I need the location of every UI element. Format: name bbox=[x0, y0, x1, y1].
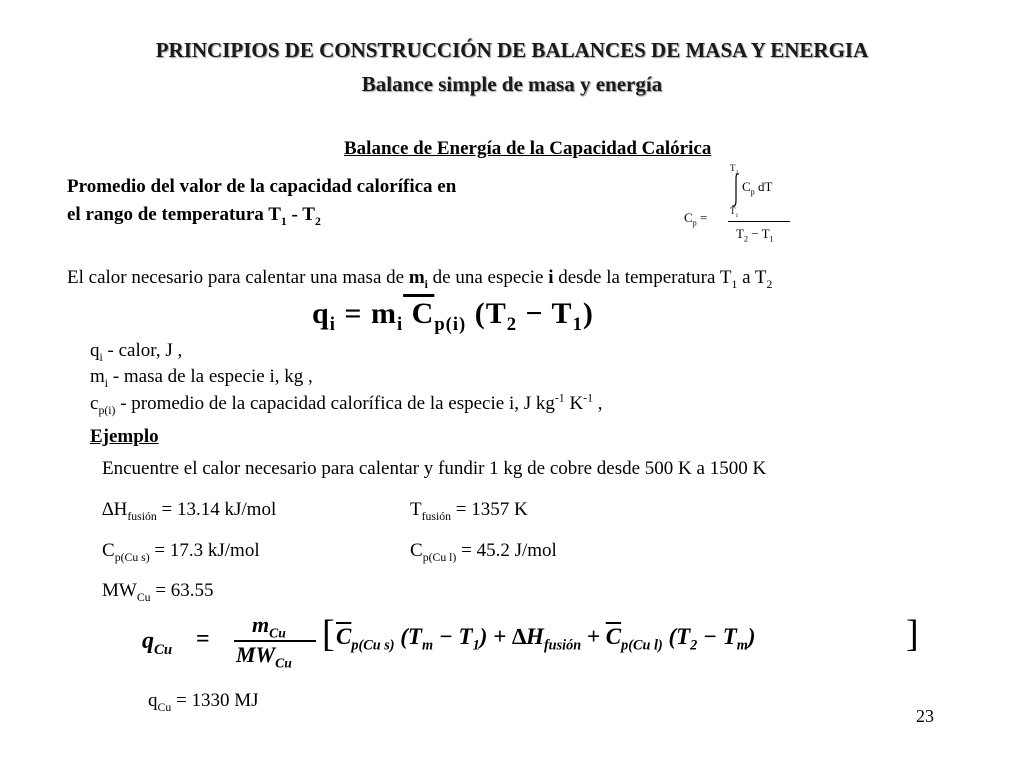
cp-lhs-symbol: C bbox=[684, 210, 693, 225]
main-eq-cp-sub: p(i) bbox=[434, 314, 467, 335]
tf-label: T bbox=[410, 499, 422, 520]
final-p1-sub-b: 1 bbox=[472, 637, 480, 654]
main-equation bbox=[312, 297, 594, 335]
intro-line-2 bbox=[67, 204, 321, 226]
final-eq-denominator bbox=[236, 642, 292, 671]
final-q: q bbox=[142, 628, 154, 654]
final-q-sub: Cu bbox=[154, 641, 173, 658]
def-m-sub: i bbox=[104, 376, 109, 390]
dh-sub: fusión bbox=[127, 509, 157, 523]
cps-value: = 17.3 kJ/mol bbox=[149, 540, 260, 561]
cpl-value: = 45.2 J/mol bbox=[456, 540, 557, 561]
intro-line-1: Promedio del valor de la capacidad calorífica en bbox=[67, 176, 457, 197]
result-sub: Cu bbox=[157, 700, 172, 714]
final-c1-sub: p(Cu s) bbox=[351, 637, 395, 654]
intro-dash: - T bbox=[286, 204, 315, 225]
cp-denominator bbox=[736, 226, 774, 242]
integral-lower-limit bbox=[730, 206, 739, 219]
page-subtitle: Balance simple de masa y energía bbox=[361, 72, 663, 96]
final-p2-minus: − T bbox=[697, 624, 737, 649]
differential: dT bbox=[754, 179, 773, 194]
final-p1: (T bbox=[394, 624, 422, 649]
main-eq-m-sub: i bbox=[396, 314, 404, 335]
dh-label: ∆H bbox=[102, 499, 128, 520]
enthalpy-fusion bbox=[102, 499, 276, 521]
final-p2-sub-b: m bbox=[736, 637, 748, 654]
den-sub-a: 2 bbox=[743, 234, 748, 244]
final-p1-sub-a: m bbox=[421, 637, 434, 654]
cpl-label: C bbox=[410, 540, 423, 561]
cps-label: C bbox=[102, 540, 115, 561]
temperature-fusion bbox=[410, 499, 528, 521]
tf-value: = 1357 K bbox=[451, 499, 528, 520]
def-cp-text: - promedio de la capacidad calorífica de la especie i, J kg bbox=[115, 393, 555, 414]
final-den: MW bbox=[236, 642, 276, 667]
def-cp-end: , bbox=[592, 393, 603, 414]
cps-sub: p(Cu s) bbox=[114, 550, 150, 564]
definition-q bbox=[90, 340, 182, 362]
lower-limit-sub: 1 bbox=[735, 212, 739, 219]
final-num-sub: Cu bbox=[269, 625, 286, 641]
definition-m bbox=[90, 366, 313, 388]
integrand-sub: p bbox=[750, 187, 755, 197]
heat-part-3: desde la temperatura T bbox=[553, 267, 732, 288]
den-minus: − T bbox=[747, 226, 770, 241]
mw-sub: Cu bbox=[136, 590, 151, 604]
result-value: = 1330 MJ bbox=[171, 690, 259, 711]
def-m-symbol: m bbox=[90, 366, 105, 387]
def-cp-sup-1: -1 bbox=[554, 391, 565, 405]
final-c2-sub: p(Cu l) bbox=[621, 637, 663, 654]
final-c1: $\overline{C}$ bbox=[336, 624, 352, 649]
main-eq-minus: − T bbox=[517, 297, 573, 330]
def-cp-mid: K bbox=[564, 393, 584, 414]
main-eq-t1-sub: 1 bbox=[572, 314, 583, 335]
final-eq-equals: = bbox=[196, 626, 210, 652]
def-cp-sub: p(i) bbox=[98, 403, 116, 417]
final-dh-sub: fusión bbox=[543, 637, 582, 654]
dh-value: = 13.14 kJ/mol bbox=[156, 499, 277, 520]
definition-cp bbox=[90, 393, 602, 415]
upper-limit-symbol: T bbox=[730, 163, 736, 173]
heat-species: i bbox=[548, 267, 554, 288]
lower-limit-symbol: T bbox=[730, 206, 736, 216]
heat-part-4: a T bbox=[737, 267, 767, 288]
integrand bbox=[742, 179, 772, 195]
final-bracket-open: [ bbox=[322, 613, 335, 655]
intro-text: el rango de temperatura T bbox=[67, 204, 281, 225]
cp-fraction-line bbox=[728, 221, 790, 222]
mw-label: MW bbox=[102, 580, 137, 601]
def-q-sub: i bbox=[99, 350, 103, 364]
tf-sub: fusión bbox=[421, 509, 452, 523]
heat-mass-sub: i bbox=[424, 277, 428, 291]
main-eq-equals: = bbox=[335, 297, 371, 330]
final-num: m bbox=[252, 612, 270, 637]
final-eq-lhs bbox=[142, 628, 173, 658]
def-m-text: - masa de la especie i, kg , bbox=[108, 366, 313, 387]
main-eq-paren-open: (T bbox=[466, 297, 507, 330]
heat-sentence bbox=[67, 267, 772, 289]
final-eq-body bbox=[336, 624, 756, 654]
heat-part-2: de una especie bbox=[427, 267, 549, 288]
final-plus: + bbox=[581, 624, 606, 649]
result-label: q bbox=[148, 690, 158, 711]
final-p2-sub-a: 2 bbox=[690, 637, 698, 654]
main-eq-cp: C bbox=[403, 297, 435, 330]
main-eq-paren-close: ) bbox=[582, 297, 594, 330]
final-p2-close: ) bbox=[747, 624, 756, 649]
final-plus-dh: + ∆H bbox=[487, 624, 544, 649]
def-q-symbol: q bbox=[90, 340, 100, 361]
heat-mass: m bbox=[408, 267, 425, 288]
main-eq-q-sub: i bbox=[329, 314, 336, 335]
integral-sign-icon bbox=[730, 169, 742, 208]
def-cp-sup-2: -1 bbox=[583, 391, 593, 405]
main-eq-q: q bbox=[312, 297, 330, 330]
integrand-symbol: C bbox=[742, 179, 751, 194]
main-eq-m: m bbox=[370, 297, 397, 330]
page-title: PRINCIPIOS DE CONSTRUCCIÓN DE BALANCES DE MASA Y ENERGIA bbox=[155, 38, 869, 62]
example-statement: Encuentre el calor necesario para calentar y fundir 1 kg de cobre desde 500 K a 1500 K bbox=[102, 458, 767, 479]
cp-lhs-sub: p bbox=[692, 218, 697, 228]
cp-equals: = bbox=[699, 210, 708, 225]
cpl-sub: p(Cu l) bbox=[422, 550, 457, 564]
cp-solid bbox=[102, 540, 260, 562]
intro-sub-2: 2 bbox=[314, 214, 321, 228]
final-den-sub: Cu bbox=[275, 655, 292, 671]
heat-t1-sub: 1 bbox=[731, 277, 738, 291]
heat-part-1: El calor necesario para calentar una masa de bbox=[67, 267, 409, 288]
cp-liquid bbox=[410, 540, 557, 562]
final-bracket-close: ] bbox=[906, 613, 919, 655]
den-sub-b: 1 bbox=[769, 234, 774, 244]
molecular-weight bbox=[102, 580, 214, 602]
heat-t2-sub: 2 bbox=[766, 277, 773, 291]
final-p2: (T bbox=[662, 624, 691, 649]
final-eq-numerator bbox=[252, 612, 286, 641]
section-title: Balance de Energía de la Capacidad Calórica bbox=[344, 138, 712, 159]
cp-lhs bbox=[684, 210, 707, 226]
final-p1-minus: − T bbox=[433, 624, 473, 649]
main-eq-t2-sub: 2 bbox=[506, 314, 517, 335]
final-p1-close: ) bbox=[479, 624, 488, 649]
mw-value: = 63.55 bbox=[150, 580, 214, 601]
den-symbol: T bbox=[736, 226, 744, 241]
intro-sub-1: 1 bbox=[280, 214, 287, 228]
def-q-text: - calor, J , bbox=[102, 340, 183, 361]
result bbox=[148, 690, 259, 712]
def-cp-symbol: c bbox=[90, 393, 99, 414]
upper-limit-sub: 2 bbox=[735, 169, 739, 176]
page-number: 23 bbox=[916, 706, 934, 726]
final-c2: $\overline{C}$ bbox=[605, 624, 622, 649]
example-heading: Ejemplo bbox=[90, 426, 159, 447]
